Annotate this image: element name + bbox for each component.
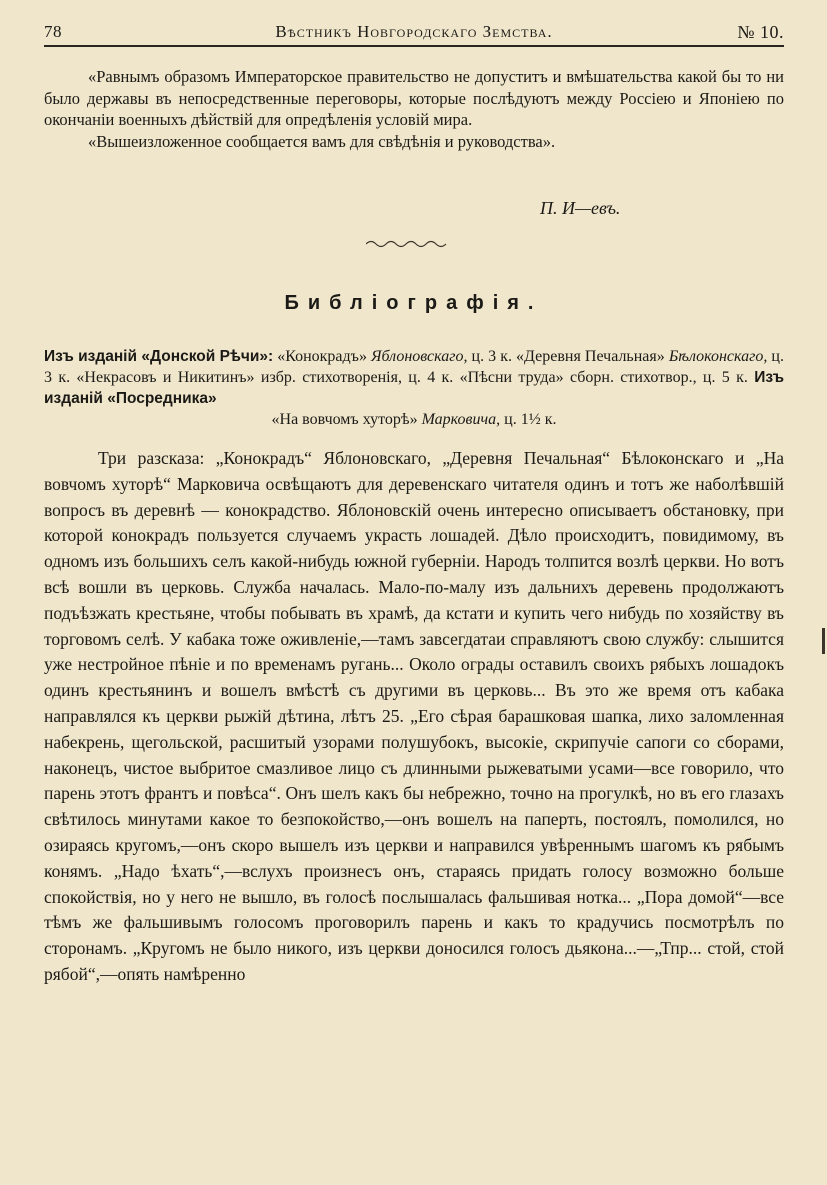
biblio-author-3: Марковича,	[421, 411, 501, 428]
quote-paragraph-2: «Вышеизложенное сообщается вамъ для свѣдѣнія и руководства».	[88, 131, 556, 151]
biblio-lead: Изъ изданій «Донской Рѣчи»:	[44, 348, 274, 365]
author-signature: П. И—евъ.	[540, 198, 621, 218]
running-header	[44, 20, 784, 48]
journal-title: Вѣстникъ Новгородскаго Земства.	[275, 22, 553, 41]
review-body	[44, 446, 784, 988]
biblio-publisher: Изъ изданій «Посредника»	[44, 369, 784, 407]
biblio-text-1: «Конокрадъ»	[273, 348, 372, 365]
review-paragraph: Три разсказа: „Конокрадъ“ Яблоновскаго, „Деревня Печальная“ Бѣлоконскаго и „На вовчомъ хуторѣ“ Марковича освѣщаютъ для деревенскаго читателя одинъ и тотъ же наболѣвшій вопросъ въ деревнѣ — конокрадство. Яблоновскій очень интересно описываетъ обстановку, при которой конокрадъ пользуется случаемъ украсть лошадей. Дѣло происходитъ, повидимому, въ одномъ изъ большихъ селъ какой-нибудь южной губерніи. Народъ толпится возлѣ церкви. Но вотъ всѣ вошли въ церковь. Служба началась. Мало-по-малу изъ дальнихъ деревень продолжаютъ подъѣзжать крестьяне, чтобы побывать въ храмѣ, да кстати и купить чего нибудь по хозяйству въ торговомъ селѣ. У кабака тоже оживленіе,—тамъ завсегдатаи справляютъ свою службу: слышится уже нестройное пѣніе и по временамъ ругань... Около ограды оставилъ своихъ рябыхъ лошадокъ одинъ крестьянинъ и вошелъ вмѣстѣ съ другими въ церковь... Въ это же время отъ кабака направлялся къ церкви рыжій дѣтина, лѣтъ 25. „Его сѣрая барашковая шапка, лихо заломленная набекрень, щегольской, расшитый узорами полушубокъ, высокіе, скрипучіе сапоги со сборами, наконецъ, чистое выбритое смазливое лицо съ длинными рыжеватыми усами—все говорило, что парень этотъ франтъ и повѣса“. Онъ шелъ какъ бы небрежно, точно на прогулкѣ, но въ его глазахъ свѣтилось минутами какое то безпокойство,—онъ вошелъ на паперть, постоялъ, помолился, но озираясь кругомъ,—онъ скоро вышелъ изъ церкви и направился увѣреннымъ шагомъ къ рябымъ конямъ. „Надо ѣхать“,—вслухъ произнесъ онъ, стараясь придать голосу возможно больше спокойствія, но у него не вышло, въ голосѣ послышалась фальшивая нотка... „Пора домой“—все тѣмъ же фальшивымъ голосомъ проговорилъ парень и какъ то крадучись посмотрѣлъ по сторонамъ. „Кругомъ не было никого, изъ церкви доносился голосъ дьякона...—„Тпр... стой, стой рябой“,—опять намѣренно	[44, 448, 784, 984]
quoted-statement	[44, 66, 784, 152]
biblio-text-2: ц. 3 к. «Деревня Печальная»	[467, 348, 669, 365]
biblio-last-line	[44, 409, 784, 430]
biblio-text-4: «На вовчомъ хуторѣ»	[271, 411, 422, 428]
quote-paragraph-1: «Равнымъ образомъ Императорское правительство не допуститъ и вмѣшательства какой бы то ни было державы въ непосредственные переговоры, которые послѣдуютъ между Россіею и Японіею по окончаніи военныхъ дѣйствій для опредѣленія условій мира.	[44, 67, 784, 129]
bibliography-entry	[44, 346, 784, 430]
scan-edge-mark	[822, 628, 825, 654]
issue-number: № 10.	[737, 22, 784, 42]
section-title: Библіографія.	[284, 292, 543, 314]
biblio-author-2: Бѣлоконскаго,	[668, 348, 768, 365]
biblio-text-3: ц. 3 к. «Некрасовъ и Никитинъ» избр. стихотворенія, ц. 4 к. «Пѣсни труда» сборн. стихотвор., ц. 5 к.	[44, 348, 784, 386]
page-number: 78	[44, 22, 62, 41]
biblio-text-5: ц. 1½ к.	[500, 411, 557, 428]
biblio-author-1: Яблоновскаго,	[371, 348, 468, 365]
header-rule	[44, 45, 784, 47]
wavy-divider-ornament	[366, 238, 450, 250]
